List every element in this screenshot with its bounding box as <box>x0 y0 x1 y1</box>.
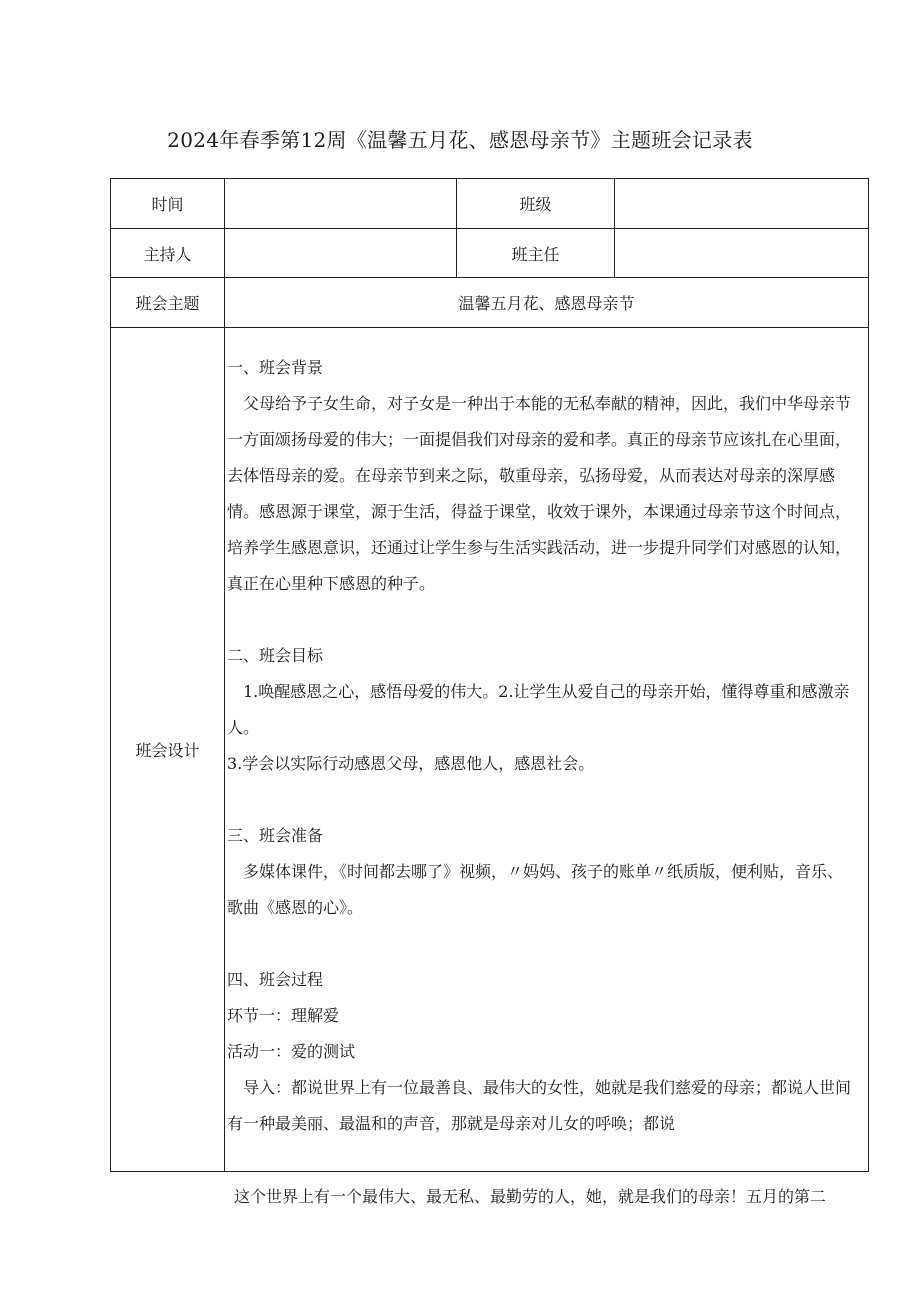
section-goals-body-1: 1.唤醒感恩之心，感悟母爱的伟大。2.让学生从爱自己的母亲开始，懂得尊重和感激亲人。 <box>227 682 850 737</box>
section-process-body: 导入：都说世界上有一位最善良、最伟大的女性，她就是我们慈爱的母亲；都说人世间有一种最美丽、最温和的声音，那就是母亲对儿女的呼唤；都说 <box>227 1078 852 1133</box>
time-label: 时间 <box>111 179 225 229</box>
section-prep-heading: 三、班会准备 <box>227 826 324 845</box>
table-row <box>111 229 869 278</box>
section-background-heading: 一、班会背景 <box>227 358 324 377</box>
section-goals-heading: 二、班会目标 <box>227 646 324 665</box>
theme-value: 温馨五月花、感恩母亲节 <box>225 278 869 328</box>
class-value <box>615 179 869 229</box>
design-label: 班会设计 <box>111 328 225 1172</box>
time-value <box>225 179 457 229</box>
table-row <box>111 328 869 1172</box>
section-goals-body-2: 3.学会以实际行动感恩父母，感恩他人，感恩社会。 <box>227 754 595 773</box>
design-content <box>225 328 869 1172</box>
record-table <box>110 178 869 1172</box>
section-process-step: 环节一：理解爱 <box>227 1006 340 1025</box>
host-label: 主持人 <box>111 229 225 278</box>
host-value <box>225 229 457 278</box>
continuation-text: 这个世界上有一个最伟大、最无私、最勤劳的人，她，就是我们的母亲！五月的第二 <box>234 1187 827 1206</box>
table-row <box>111 179 869 229</box>
head-teacher-label: 班主任 <box>457 229 615 278</box>
table-row <box>111 278 869 328</box>
section-prep-body: 多媒体课件，《时间都去哪了》视频，〃妈妈、孩子的账单〃纸质版，便利贴，音乐、歌曲《感恩的心》。 <box>227 862 844 917</box>
section-process-activity: 活动一：爱的测试 <box>227 1042 356 1061</box>
section-background-body: 父母给予子女生命，对子女是一种出于本能的无私奉献的精神，因此，我们中华母亲节一方面颂扬母爱的伟大；一面提倡我们对母亲的爱和孝。真正的母亲节应该扎在心里面，去体悟母亲的爱。在母亲节到来之际，敬重母亲，弘扬母爱，从而表达对母亲的深厚感情。感恩源于课堂，源于生活，得益于课堂，收效于课外，本课通过母亲节这个时间点，培养学生感恩意识，还通过让学生参与生活实践活动，进一步提升同学们对感恩的认知，真正在心里种下感恩的种子。 <box>227 394 852 593</box>
head-teacher-value <box>615 229 869 278</box>
document-title: 2024年春季第12周《温馨五月花、感恩母亲节》主题班会记录表 <box>167 128 753 152</box>
section-process-heading: 四、班会过程 <box>227 970 324 989</box>
theme-label: 班会主题 <box>111 278 225 328</box>
class-label: 班级 <box>457 179 615 229</box>
